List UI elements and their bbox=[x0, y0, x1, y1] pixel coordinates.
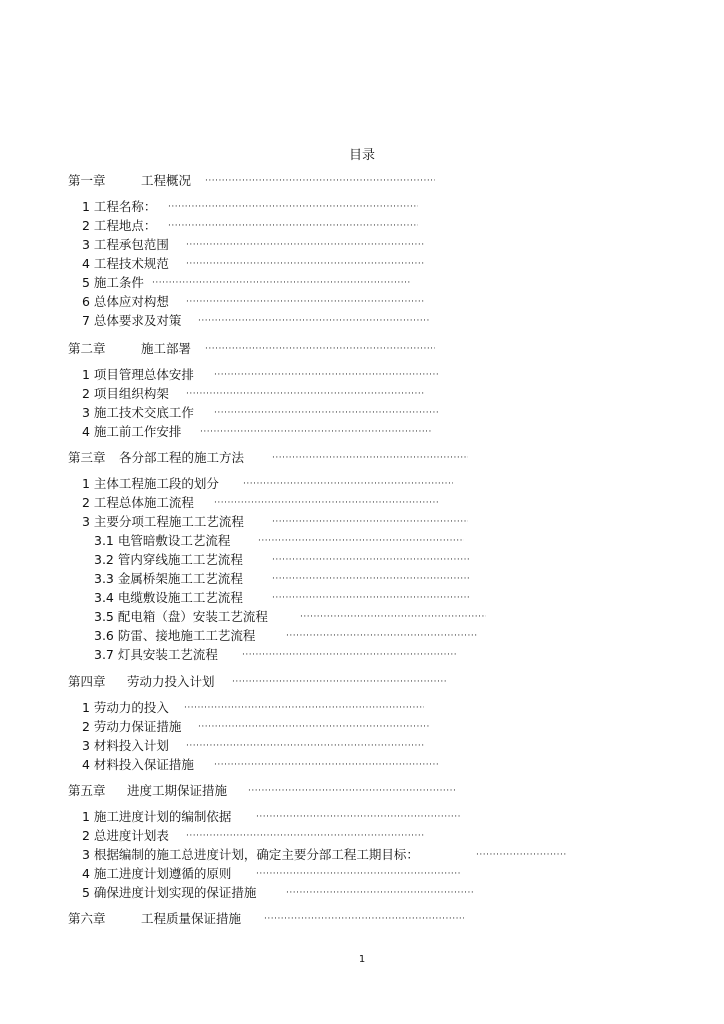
chapter-title: 进度工期保证措施 bbox=[127, 783, 228, 798]
toc-subitem-label: 3.4 电缆敷设施工工艺流程 bbox=[94, 590, 243, 605]
leader-dots bbox=[272, 551, 470, 569]
toc-item-label: 1 主体工程施工段的划分 bbox=[82, 476, 219, 491]
leader-dots bbox=[256, 865, 460, 883]
leader-dots bbox=[214, 756, 438, 774]
chapter-number: 第六章 bbox=[68, 911, 106, 926]
leader-dots bbox=[205, 340, 435, 358]
leader-dots bbox=[264, 910, 464, 928]
leader-dots bbox=[272, 449, 468, 467]
leader-dots bbox=[476, 846, 566, 864]
chapter-title: 施工部署 bbox=[141, 341, 192, 356]
chapter-number: 第五章 bbox=[68, 783, 106, 798]
toc-item-label: 1 项目管理总体安排 bbox=[82, 367, 194, 382]
page-number: 1 bbox=[358, 954, 366, 965]
chapter-title: 工程概况 bbox=[141, 173, 192, 188]
toc-item-label: 1 施工进度计划的编制依据 bbox=[82, 809, 232, 824]
toc-item-label: 2 项目组织构架 bbox=[82, 386, 169, 401]
toc-item-label: 1 劳动力的投入 bbox=[82, 700, 169, 715]
leader-dots bbox=[214, 494, 438, 512]
leader-dots bbox=[186, 293, 424, 311]
toc-item-label: 2 劳动力保证措施 bbox=[82, 719, 182, 734]
toc-subitem-label: 3.1 电管暗敷设工艺流程 bbox=[94, 533, 231, 548]
leader-dots bbox=[214, 404, 438, 422]
leader-dots bbox=[186, 385, 424, 403]
chapter-number: 第三章 bbox=[68, 450, 106, 465]
leader-dots bbox=[168, 217, 418, 235]
chapter-title: 劳动力投入计划 bbox=[127, 674, 215, 689]
leader-dots bbox=[272, 570, 470, 588]
leader-dots bbox=[152, 274, 410, 292]
toc-subitem-label: 3.7 灯具安装工艺流程 bbox=[94, 647, 218, 662]
toc-item-label: 3 材料投入计划 bbox=[82, 738, 169, 753]
toc-item-label: 4 施工进度计划遵循的原则 bbox=[82, 866, 232, 881]
leader-dots bbox=[243, 475, 453, 493]
toc-item-label: 2 工程总体施工流程 bbox=[82, 495, 194, 510]
leader-dots bbox=[186, 255, 424, 273]
leader-dots bbox=[256, 808, 460, 826]
leader-dots bbox=[232, 673, 448, 691]
chapter-title: 各分部工程的施工方法 bbox=[119, 450, 245, 465]
leader-dots bbox=[286, 884, 474, 902]
leader-dots bbox=[186, 827, 424, 845]
toc-subitem-label: 3.6 防雷、接地施工工艺流程 bbox=[94, 628, 256, 643]
toc-item-label: 2 总进度计划表 bbox=[82, 828, 169, 843]
leader-dots bbox=[186, 737, 424, 755]
toc-title bbox=[0, 144, 724, 163]
toc-item-label: 3 工程承包范围 bbox=[82, 237, 169, 252]
toc-item-label: 4 施工前工作安排 bbox=[82, 424, 182, 439]
leader-dots bbox=[214, 366, 438, 384]
chapter-number: 第一章 bbox=[68, 173, 106, 188]
toc-item-label: 3 根据编制的施工总进度计划，确定主要分部工程工期目标： bbox=[82, 847, 419, 862]
toc-item-label: 4 材料投入保证措施 bbox=[82, 757, 194, 772]
toc-title-text: 目录 bbox=[348, 148, 375, 163]
leader-dots bbox=[186, 236, 424, 254]
leader-dots bbox=[198, 718, 430, 736]
chapter-number: 第四章 bbox=[68, 674, 106, 689]
leader-dots bbox=[200, 423, 432, 441]
toc-subitem-label: 3.2 管内穿线施工工艺流程 bbox=[94, 552, 243, 567]
toc-item-label: 3 施工技术交底工作 bbox=[82, 405, 194, 420]
leader-dots bbox=[198, 312, 430, 330]
chapter-title: 工程质量保证措施 bbox=[141, 911, 242, 926]
leader-dots bbox=[300, 608, 486, 626]
leader-dots bbox=[286, 627, 478, 645]
toc-subitem-label: 3.5 配电箱（盘）安装工艺流程 bbox=[94, 609, 268, 624]
toc-subitem-label: 3.3 金属桥架施工工艺流程 bbox=[94, 571, 243, 586]
toc-item-label: 5 确保进度计划实现的保证措施 bbox=[82, 885, 257, 900]
toc-item-label: 5 施工条件 bbox=[82, 275, 144, 290]
leader-dots bbox=[205, 172, 435, 190]
chapter-number: 第二章 bbox=[68, 341, 106, 356]
toc-item-label: 7 总体要求及对策 bbox=[82, 313, 182, 328]
leader-dots bbox=[272, 589, 470, 607]
leader-dots bbox=[248, 782, 456, 800]
toc-item-label: 3 主要分项工程施工工艺流程 bbox=[82, 514, 244, 529]
leader-dots bbox=[258, 532, 464, 550]
toc-item-label: 4 工程技术规范 bbox=[82, 256, 169, 271]
toc-item-label: 2 工程地点： bbox=[82, 218, 157, 233]
leader-dots bbox=[242, 646, 458, 664]
leader-dots bbox=[168, 198, 418, 216]
leader-dots bbox=[272, 513, 468, 531]
toc-item-label: 6 总体应对构想 bbox=[82, 294, 169, 309]
leader-dots bbox=[184, 699, 424, 717]
toc-item-label: 1 工程名称： bbox=[82, 199, 157, 214]
